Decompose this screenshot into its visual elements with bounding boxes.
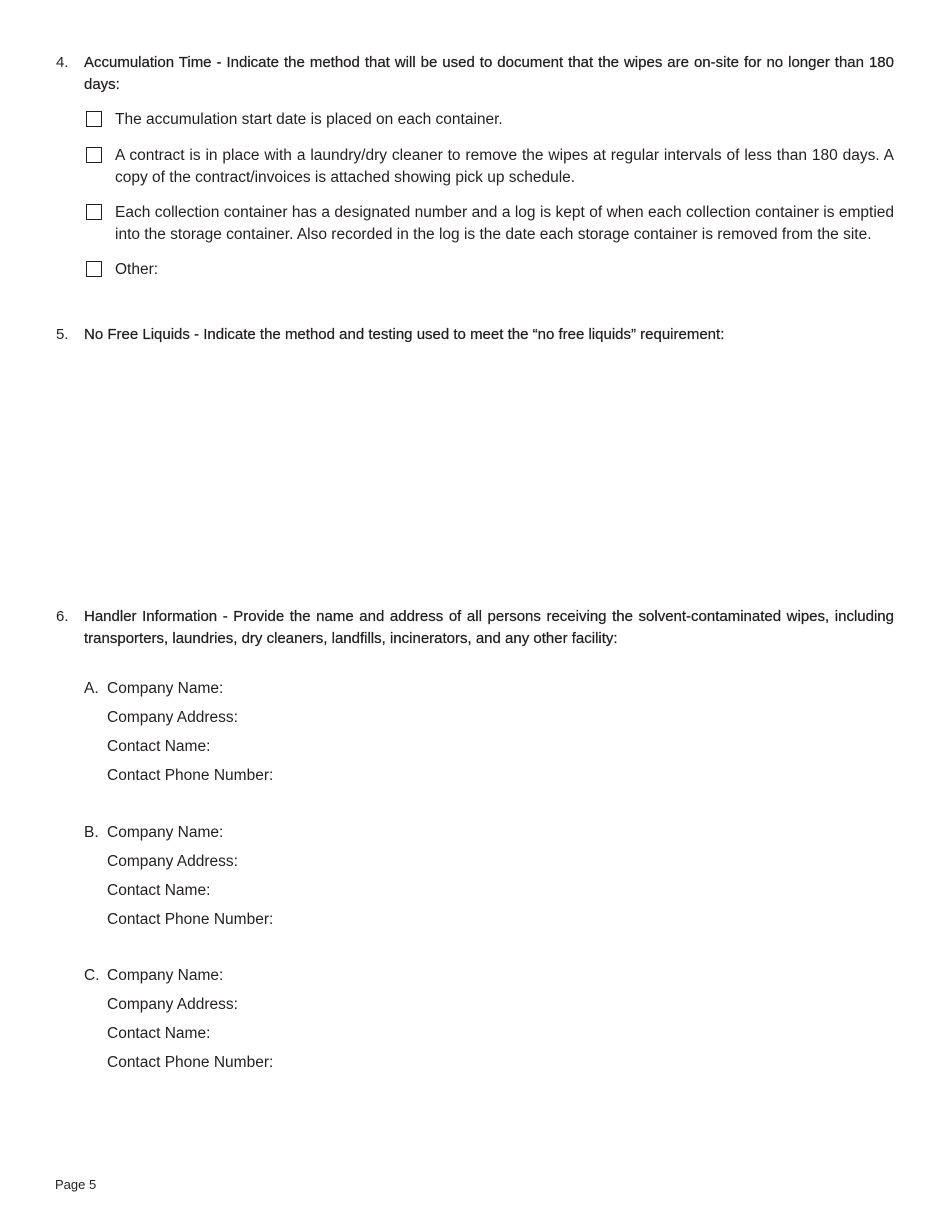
company-address-label: Company Address: [107, 709, 238, 726]
handler-letter: A. [84, 680, 99, 697]
option-label: Other: [115, 261, 159, 278]
section-heading: Handler Information - Provide the name and address of all persons receiving the solvent-contaminated wipes, including transporters, laundries, dry cleaners, landfills, incinerators, and any other facility: [84, 608, 894, 647]
section-heading: Accumulation Time - Indicate the method that will be used to document that the wipes are on-site for no longer than 180 days: [84, 54, 894, 93]
handler-letter: B. [84, 824, 99, 841]
contact-name-label: Contact Name: [107, 738, 211, 755]
option-label: The accumulation start date is placed on each container. [115, 111, 503, 128]
section-number: 5. [56, 326, 69, 343]
option-contract [86, 145, 894, 189]
option-log [86, 202, 894, 246]
option-label: Each collection container has a designated number and a log is kept of when each collection container is emptied into the storage container. Also recorded in the log is the date each storage container is removed from the site. [115, 204, 894, 243]
section-accumulation-time [56, 52, 894, 278]
company-address-label: Company Address: [107, 996, 238, 1013]
company-name-label: Company Name: [107, 680, 224, 697]
section-number: 4. [56, 54, 69, 71]
checkbox-start-date[interactable] [86, 111, 102, 127]
company-name-label: Company Name: [107, 824, 224, 841]
section-number: 6. [56, 608, 69, 625]
company-address-label: Company Address: [107, 853, 238, 870]
contact-phone-label: Contact Phone Number: [107, 911, 274, 928]
handler-letter: C. [84, 967, 100, 984]
option-start-date [86, 109, 894, 131]
section-no-free-liquids [56, 324, 894, 346]
option-label: A contract is in place with a laundry/dry cleaner to remove the wipes at regular intervals of less than 180 days. A copy of the contract/invoices is attached showing pick up schedule. [115, 147, 894, 186]
contact-phone-label: Contact Phone Number: [107, 1054, 274, 1071]
section-handler-information [56, 606, 894, 650]
checkbox-contract[interactable] [86, 147, 102, 163]
page-number: Page 5 [55, 1177, 97, 1192]
company-name-label: Company Name: [107, 967, 224, 984]
option-other [86, 259, 894, 281]
checkbox-log[interactable] [86, 204, 102, 220]
section-heading: No Free Liquids - Indicate the method and testing used to meet the “no free liquids” requirement: [84, 326, 725, 343]
contact-name-label: Contact Name: [107, 1025, 211, 1042]
checkbox-other[interactable] [86, 261, 102, 277]
contact-name-label: Contact Name: [107, 882, 211, 899]
contact-phone-label: Contact Phone Number: [107, 767, 274, 784]
